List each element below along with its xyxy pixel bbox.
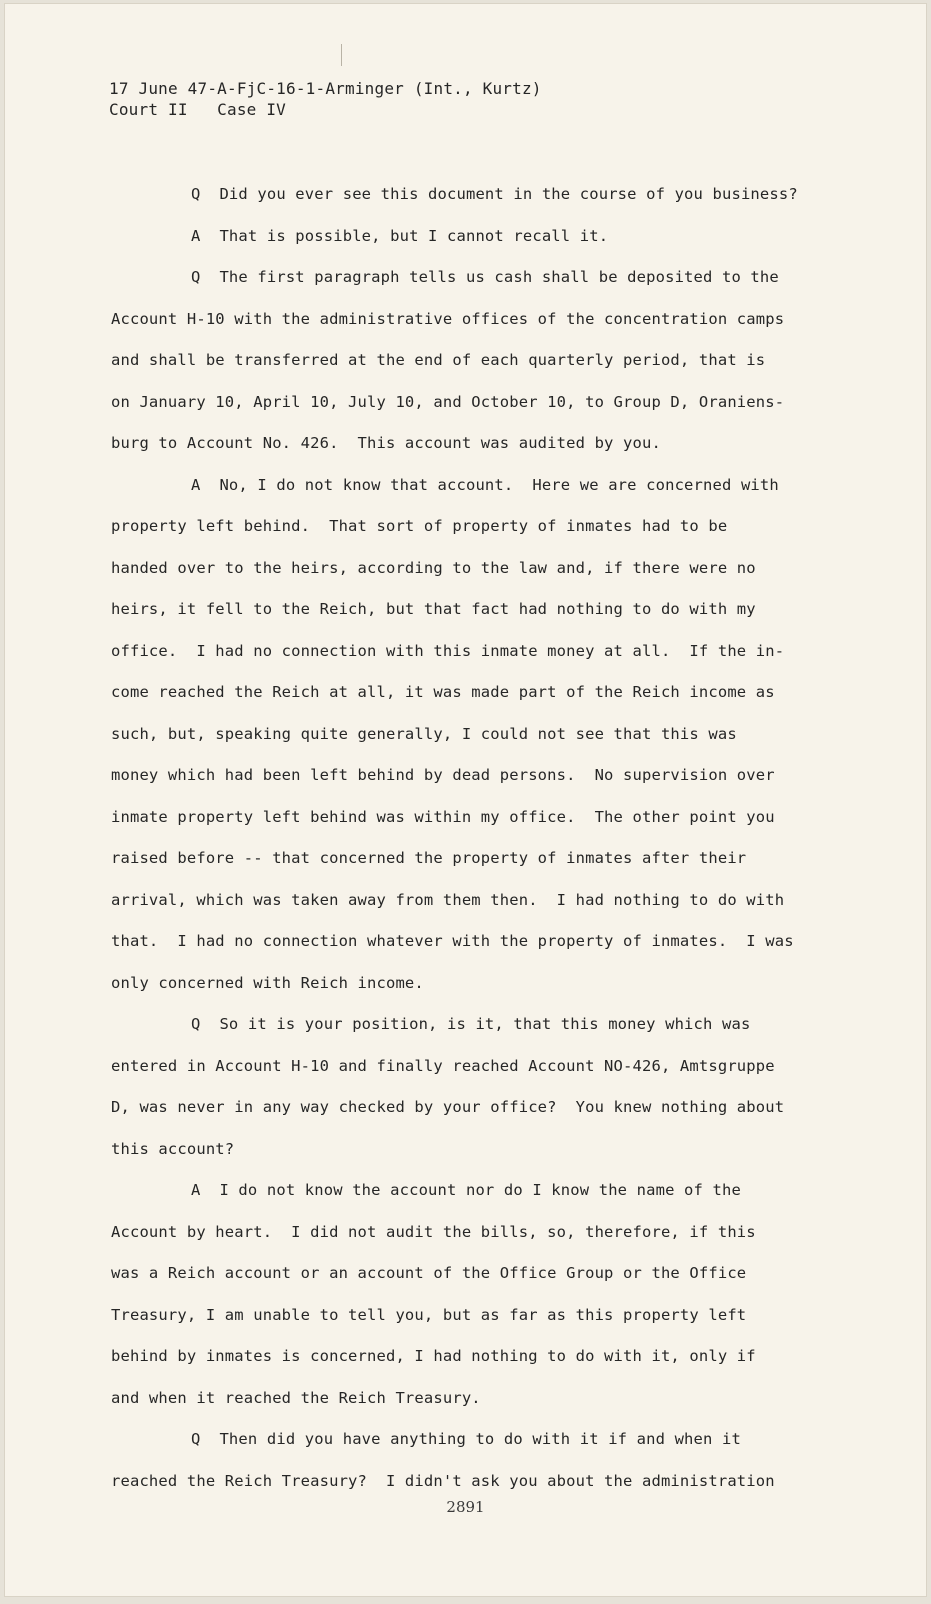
transcript-line: on January 10, April 10, July 10, and October 10, to Group D, Oraniens- — [111, 392, 785, 411]
transcript-line: behind by inmates is concerned, I had nothing to do with it, only if — [111, 1347, 756, 1365]
transcript-line: arrival, which was taken away from them then. I had nothing to do with — [111, 890, 785, 909]
transcript-line: D, was never in any way checked by your office? You knew nothing about — [111, 1098, 785, 1116]
transcript-line: money which had been left behind by dead persons. No supervision over — [111, 766, 775, 784]
transcript-line: A That is possible, but I cannot recall it. — [191, 226, 609, 245]
transcript-line: raised before -- that concerned the property of inmates after their — [111, 849, 747, 867]
transcript-line: inmate property left behind was within my office. The other point you — [111, 807, 775, 826]
transcript-line: Q So it is your position, is it, that this money which was — [191, 1015, 751, 1033]
header-court-line: Court II Case IV — [109, 100, 286, 119]
paper-mark — [341, 44, 342, 66]
transcript-line: was a Reich account or an account of the Office Group or the Office — [111, 1264, 747, 1282]
transcript-line: only concerned with Reich income. — [111, 973, 424, 992]
transcript-page — [5, 4, 926, 1596]
transcript-line: Treasury, I am unable to tell you, but as far as this property left — [111, 1305, 747, 1324]
transcript-line: such, but, speaking quite generally, I could not see that this was — [111, 724, 737, 743]
transcript-line: Account by heart. I did not audit the bills, so, therefore, if this — [111, 1222, 756, 1241]
transcript-line: entered in Account H-10 and finally reached Account NO-426, Amtsgruppe — [111, 1056, 775, 1075]
transcript-line: heirs, it fell to the Reich, but that fact had nothing to do with my — [111, 600, 756, 618]
transcript-line: A No, I do not know that account. Here we are concerned with — [191, 475, 779, 494]
transcript-line: come reached the Reich at all, it was made part of the Reich income as — [111, 683, 775, 701]
page-header — [109, 78, 542, 120]
transcript-line: and when it reached the Reich Treasury. — [111, 1388, 481, 1407]
transcript-line: Q Then did you have anything to do with it if and when it — [191, 1430, 741, 1448]
transcript-line: property left behind. That sort of property of inmates had to be — [111, 517, 728, 535]
transcript-line: reached the Reich Treasury? I didn't ask you about the administration — [111, 1471, 775, 1490]
header-session-line: 17 June 47-A-FjC-16-1-Arminger (Int., Kurtz) — [109, 79, 542, 98]
transcript-line: and shall be transferred at the end of each quarterly period, that is — [111, 351, 766, 369]
transcript-line: Q Did you ever see this document in the course of you business? — [191, 185, 798, 203]
transcript-body — [111, 174, 851, 1502]
transcript-line: this account? — [111, 1139, 235, 1158]
transcript-line: A I do not know the account nor do I know the name of the — [191, 1181, 741, 1199]
transcript-line: Account H-10 with the administrative offices of the concentration camps — [111, 309, 785, 328]
transcript-line: handed over to the heirs, according to the law and, if there were no — [111, 558, 756, 577]
transcript-line: burg to Account No. 426. This account was audited by you. — [111, 434, 661, 452]
page-number: 2891 — [446, 1498, 485, 1516]
transcript-line: that. I had no connection whatever with the property of inmates. I was — [111, 932, 794, 950]
transcript-line: office. I had no connection with this inmate money at all. If the in- — [111, 641, 785, 660]
transcript-line: Q The first paragraph tells us cash shall be deposited to the — [191, 268, 779, 286]
